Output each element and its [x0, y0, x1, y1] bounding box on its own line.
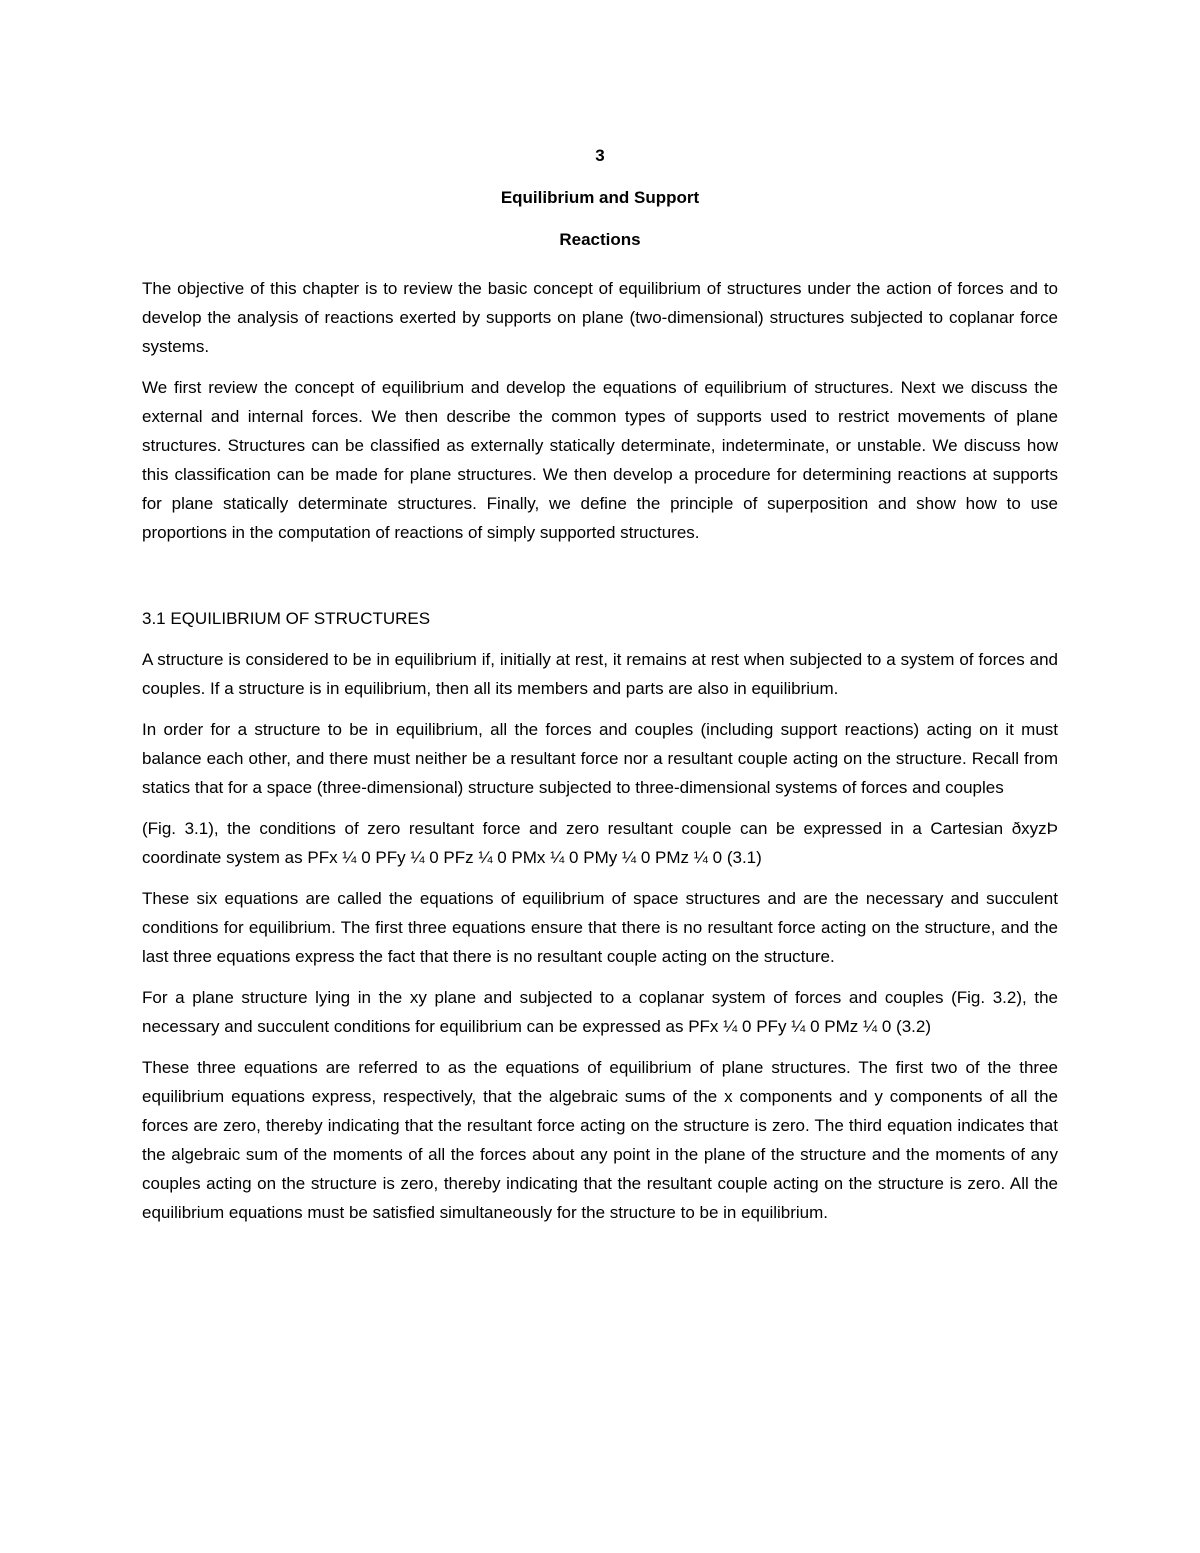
section-paragraph-3: (Fig. 3.1), the conditions of zero resultant force and zero resultant couple can be expressed in a Cartesian ðxyzÞ coordinate system as PFx ¼ 0 PFy ¼ 0 PFz ¼ 0 PMx ¼ 0 PMy ¼ 0 PMz ¼ 0 (3.1) — [142, 819, 1058, 867]
chapter-subtitle: Reactions — [559, 230, 641, 249]
section-paragraph-1: A structure is considered to be in equilibrium if, initially at rest, it remains at rest when subjected to a system of forces and couples. If a structure is in equilibrium, then all its members and parts are also in equilibrium. — [142, 650, 1058, 698]
document-page — [142, 140, 1058, 1227]
section-paragraph-2: In order for a structure to be in equilibrium, all the forces and couples (including support reactions) acting on it must balance each other, and there must neither be a resultant force nor a resultant couple acting on the structure. Recall from statics that for a space (three-dimensional) structure subjected to three-dimensional systems of forces and couples — [142, 720, 1058, 797]
chapter-number: 3 — [595, 146, 605, 165]
intro-paragraph-2: We first review the concept of equilibrium and develop the equations of equilibrium of structures. Next we discuss the external and internal forces. We then describe the common types of supports used to restrict movements of plane structures. Structures can be classified as externally statically determinate, indeterminate, or unstable. We discuss how this classification can be made for plane structures. We then develop a procedure for determining reactions at supports for plane statically determinate structures. Finally, we define the principle of superposition and show how to use proportions in the computation of reactions of simply supported structures. — [142, 378, 1058, 542]
section-paragraph-5: For a plane structure lying in the xy plane and subjected to a coplanar system of forces and couples (Fig. 3.2), the necessary and succulent conditions for equilibrium can be expressed as PFx ¼ 0 PFy ¼ 0 PMz ¼ 0 (3.2) — [142, 988, 1058, 1036]
intro-paragraph-1: The objective of this chapter is to review the basic concept of equilibrium of structures under the action of forces and to develop the analysis of reactions exerted by supports on plane (two-dimensional) structures subjected to coplanar force systems. — [142, 279, 1058, 356]
section-heading: 3.1 EQUILIBRIUM OF STRUCTURES — [142, 609, 431, 628]
section-paragraph-4: These six equations are called the equations of equilibrium of space structures and are the necessary and succulent conditions for equilibrium. The first three equations ensure that there is no resultant force acting on the structure, and the last three equations express the fact that there is no resultant couple acting on the structure. — [142, 889, 1058, 966]
chapter-title: Equilibrium and Support — [500, 188, 700, 207]
section-paragraph-6: These three equations are referred to as the equations of equilibrium of plane structures. The first two of the three equilibrium equations express, respectively, that the algebraic sums of the x components and y components of all the forces are zero, thereby indicating that the resultant force acting on the structure is zero. The third equation indicates that the algebraic sum of the moments of all the forces about any point in the plane of the structure and the moments of any couples acting on the structure is zero, thereby indicating that the resultant couple acting on the structure is zero. All the equilibrium equations must be satisfied simultaneously for the structure to be in equilibrium. — [142, 1058, 1058, 1222]
